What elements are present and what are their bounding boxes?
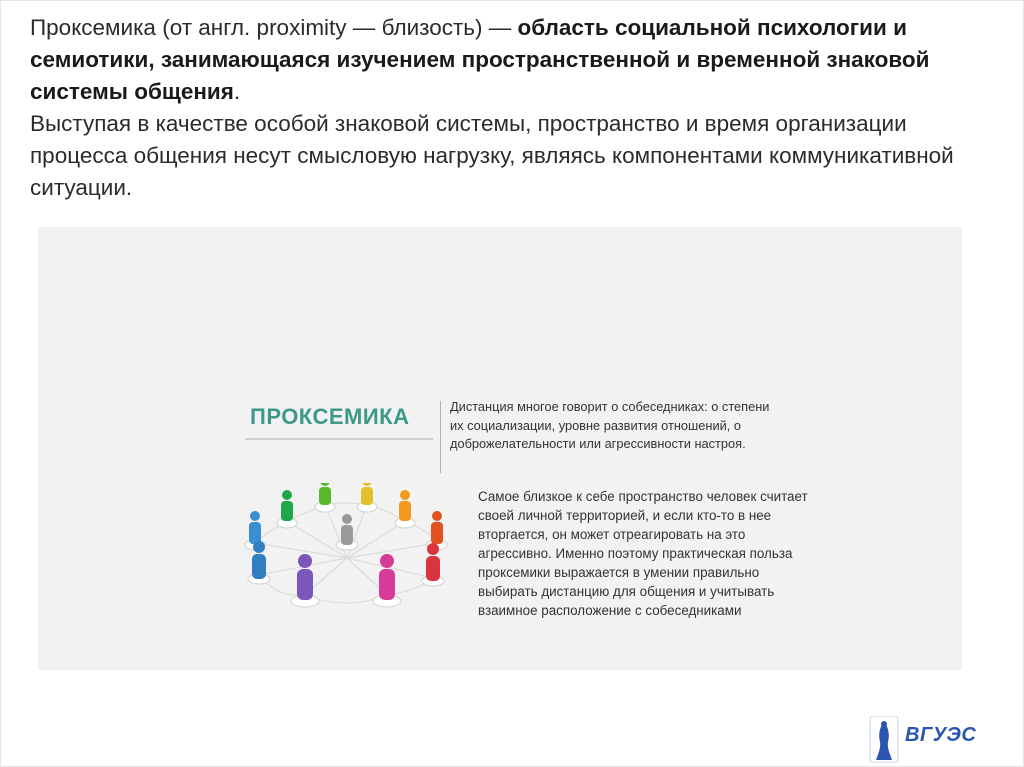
- card-title: ПРОКСЕМИКА: [250, 404, 410, 429]
- title-divider: [245, 438, 433, 440]
- intro-text: [30, 12, 990, 204]
- vertical-divider: [440, 401, 441, 473]
- card-text-main: Самое близкое к себе пространство человек считает своей личной территорией, и если кто-то в нее вторгается, он может отреагировать на это агрессивно. Именно поэтому практическая польза проксемики выражается в умении правильно выбирать дистанцию для общения и учитывать взаимное расположение с собеседниками: [478, 489, 808, 618]
- intro-paragraph-1: [30, 12, 990, 108]
- intro-period: .: [233, 79, 241, 104]
- card-text-top: Дистанция многое говорит о собеседниках: о степени их социализации, уровне развития отношений, о доброжелательности или агрессивности настроя.: [450, 399, 770, 451]
- intro-paragraph-2: Выступая в качестве особой знаковой системы, пространство и время организации процесса общения несут смысловую нагрузку, являясь компонентами коммуникативной ситуации.: [30, 111, 954, 200]
- intro-term: Проксемика (от англ. proximity — близость) —: [30, 15, 518, 40]
- university-logo-text: ВГУЭС: [905, 724, 977, 746]
- intro-definition: область социальной психологии и семиотики, занимающаяся изучением пространственной и временной знаковой системы общения: [30, 15, 930, 104]
- people-network-illustration: [237, 483, 457, 628]
